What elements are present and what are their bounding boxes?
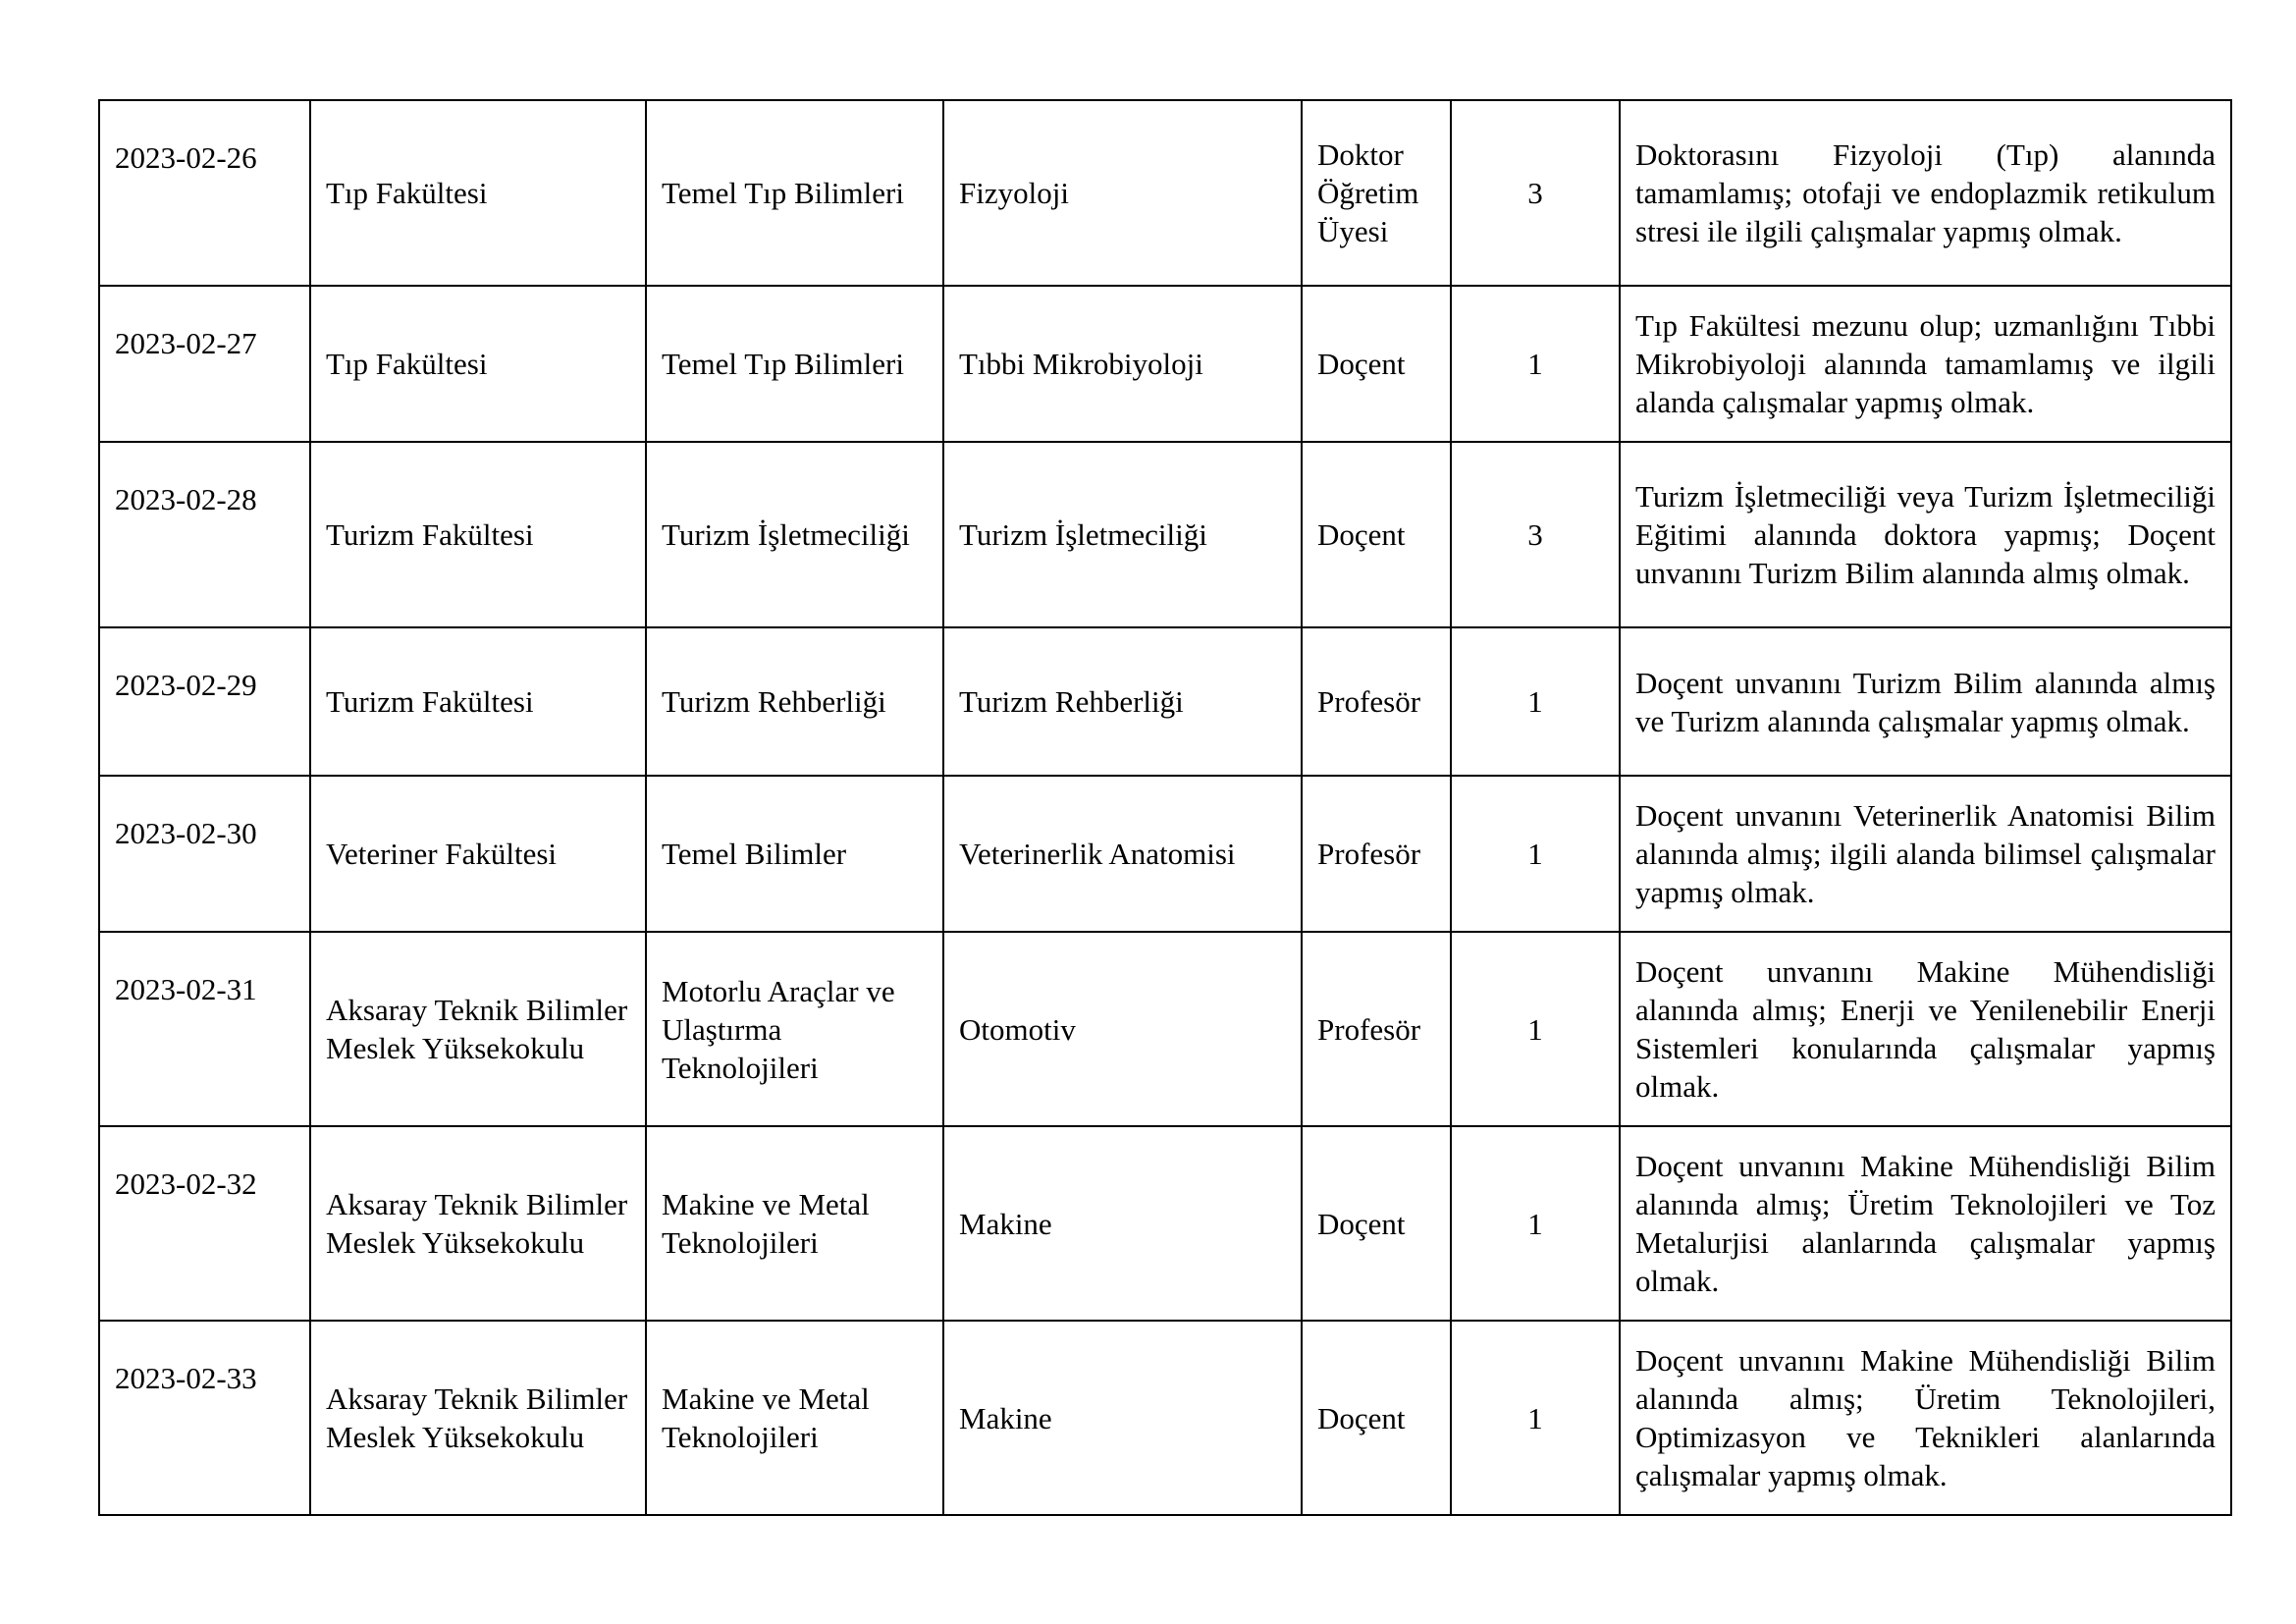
position-count: 3 [1451,100,1620,286]
faculty-name: Veteriner Fakültesi [310,776,646,932]
faculty-name: Turizm Fakültesi [310,627,646,776]
department-name: Motorlu Araçlar ve Ulaştırma Teknolojileri [646,932,943,1126]
faculty-name: Aksaray Teknik Bilimler Meslek Yüksekokulu [310,1126,646,1321]
requirement-text: Turizm İşletmeciliği veya Turizm İşletmeciliği Eğitimi alanında doktora yapmış; Doçent unvanını Turizm Bilim alanında almış olmak. [1620,442,2231,627]
position-code: 2023-02-30 [99,776,310,932]
position-count: 3 [1451,442,1620,627]
academic-title: Profesör [1302,627,1451,776]
academic-title: Doçent [1302,1126,1451,1321]
department-name: Turizm Rehberliği [646,627,943,776]
position-code: 2023-02-27 [99,286,310,442]
requirement-text: Doçent unvanını Makine Mühendisliği Bilim alanında almış; Üretim Teknolojileri ve Toz Metalurjisi alanlarında çalışmalar yapmış olmak. [1620,1126,2231,1321]
faculty-name: Turizm Fakültesi [310,442,646,627]
field-name: Tıbbi Mikrobiyoloji [943,286,1302,442]
faculty-name: Aksaray Teknik Bilimler Meslek Yüksekokulu [310,932,646,1126]
table-row [99,776,2231,932]
field-name: Turizm İşletmeciliği [943,442,1302,627]
table-row [99,442,2231,627]
position-count: 1 [1451,776,1620,932]
department-name: Temel Tıp Bilimleri [646,286,943,442]
field-name: Turizm Rehberliği [943,627,1302,776]
position-count: 1 [1451,1321,1620,1515]
department-name: Makine ve Metal Teknolojileri [646,1126,943,1321]
requirement-text: Doçent unvanını Turizm Bilim alanında almış ve Turizm alanında çalışmalar yapmış olmak. [1620,627,2231,776]
table-row [99,1126,2231,1321]
requirement-text: Doçent unvanını Makine Mühendisliği alanında almış; Enerji ve Yenilenebilir Enerji Sistemleri konularında çalışmalar yapmış olmak. [1620,932,2231,1126]
faculty-name: Aksaray Teknik Bilimler Meslek Yüksekokulu [310,1321,646,1515]
department-name: Turizm İşletmeciliği [646,442,943,627]
academic-title: Doçent [1302,1321,1451,1515]
table-row [99,932,2231,1126]
academic-title: Doktor Öğretim Üyesi [1302,100,1451,286]
field-name: Veterinerlik Anatomisi [943,776,1302,932]
faculty-name: Tıp Fakültesi [310,100,646,286]
requirement-text: Doktorasını Fizyoloji (Tıp) alanında tamamlamış; otofaji ve endoplazmik retikulum stresi ile ilgili çalışmalar yapmış olmak. [1620,100,2231,286]
table-row [99,286,2231,442]
position-code: 2023-02-29 [99,627,310,776]
position-count: 1 [1451,627,1620,776]
faculty-name: Tıp Fakültesi [310,286,646,442]
position-code: 2023-02-31 [99,932,310,1126]
field-name: Otomotiv [943,932,1302,1126]
position-count: 1 [1451,932,1620,1126]
academic-title: Doçent [1302,442,1451,627]
academic-title: Profesör [1302,932,1451,1126]
positions-table [98,99,2232,1516]
position-code: 2023-02-33 [99,1321,310,1515]
department-name: Temel Bilimler [646,776,943,932]
department-name: Temel Tıp Bilimleri [646,100,943,286]
department-name: Makine ve Metal Teknolojileri [646,1321,943,1515]
position-code: 2023-02-26 [99,100,310,286]
table-row [99,100,2231,286]
field-name: Fizyoloji [943,100,1302,286]
position-code: 2023-02-32 [99,1126,310,1321]
table-row [99,627,2231,776]
table-row [99,1321,2231,1515]
field-name: Makine [943,1321,1302,1515]
requirement-text: Tıp Fakültesi mezunu olup; uzmanlığını Tıbbi Mikrobiyoloji alanında tamamlamış ve ilgili alanda çalışmalar yapmış olmak. [1620,286,2231,442]
academic-title: Doçent [1302,286,1451,442]
requirement-text: Doçent unvanını Veterinerlik Anatomisi Bilim alanında almış; ilgili alanda bilimsel çalışmalar yapmış olmak. [1620,776,2231,932]
position-count: 1 [1451,286,1620,442]
requirement-text: Doçent unvanını Makine Mühendisliği Bilim alanında almış; Üretim Teknolojileri, Optimizasyon ve Teknikleri alanlarında çalışmalar yapmış olmak. [1620,1321,2231,1515]
position-code: 2023-02-28 [99,442,310,627]
position-count: 1 [1451,1126,1620,1321]
academic-title: Profesör [1302,776,1451,932]
field-name: Makine [943,1126,1302,1321]
